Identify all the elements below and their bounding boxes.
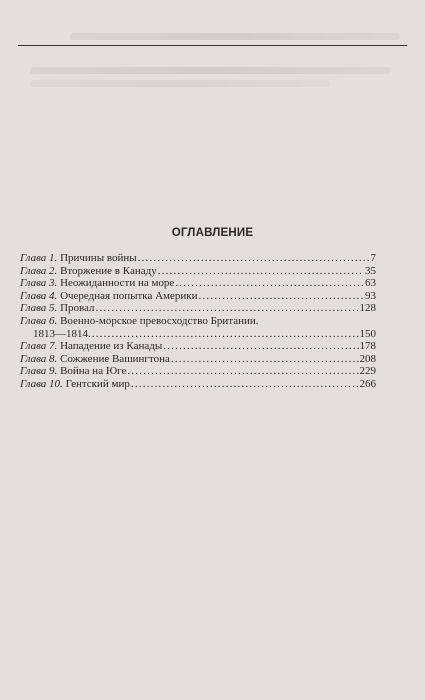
toc-entry-6[interactable] bbox=[20, 315, 376, 340]
chapter-title: Причины войны bbox=[60, 252, 137, 264]
leader-dots bbox=[199, 290, 364, 303]
toc-entry-10[interactable] bbox=[20, 378, 376, 391]
chapter-title: Вторжение в Канаду bbox=[60, 264, 157, 277]
toc-entry-5[interactable] bbox=[20, 302, 376, 315]
chapter-title-continued: 1813—1814. bbox=[33, 327, 91, 340]
chapter-label: Глава 8. bbox=[20, 352, 58, 365]
chapter-label: Глава 5. bbox=[20, 302, 58, 315]
leader-dots bbox=[127, 365, 358, 378]
chapter-title: Очередная попытка Америки bbox=[60, 289, 198, 302]
leader-dots bbox=[92, 328, 359, 341]
toc-entry-9[interactable] bbox=[20, 365, 376, 378]
chapter-title: Военно-морское превосходство Британии. bbox=[60, 314, 259, 327]
chapter-title: Провал bbox=[60, 302, 95, 315]
page-number: 128 bbox=[359, 302, 376, 315]
page-number: 150 bbox=[359, 327, 376, 340]
leader-dots bbox=[131, 378, 359, 391]
chapter-title: Война на Юге bbox=[60, 365, 127, 378]
chapter-title: Сожжение Вашингтона bbox=[60, 352, 170, 365]
toc-entry-7[interactable] bbox=[20, 340, 376, 353]
toc-entry-4[interactable] bbox=[20, 290, 376, 303]
bleed-through-text bbox=[70, 33, 400, 40]
leader-dots bbox=[175, 277, 364, 290]
leader-dots bbox=[138, 252, 370, 265]
page-number: 93 bbox=[365, 289, 376, 302]
chapter-label: Глава 7. bbox=[20, 340, 58, 353]
toc-entry-8[interactable] bbox=[20, 353, 376, 366]
header-rule bbox=[18, 45, 407, 46]
leader-dots bbox=[163, 340, 358, 353]
page-number: 7 bbox=[370, 252, 376, 264]
chapter-label: Глава 6. bbox=[20, 314, 58, 327]
toc-entry-1[interactable] bbox=[20, 252, 376, 265]
chapter-label: Глава 3. bbox=[20, 277, 58, 290]
page-number: 229 bbox=[359, 365, 376, 378]
page-number: 266 bbox=[359, 377, 376, 390]
chapter-label: Глава 2. bbox=[20, 264, 58, 277]
table-of-contents bbox=[20, 252, 376, 391]
chapter-title: Гентский мир bbox=[65, 377, 130, 390]
leader-dots bbox=[158, 265, 364, 278]
bleed-through-text bbox=[30, 67, 390, 74]
toc-heading: ОГЛАВЛЕНИЕ bbox=[171, 227, 254, 239]
chapter-title: Нападение из Канады bbox=[60, 340, 163, 353]
toc-entry-2[interactable] bbox=[20, 265, 376, 278]
page-number: 178 bbox=[359, 340, 376, 353]
chapter-label: Глава 9. bbox=[20, 365, 58, 378]
leader-dots bbox=[171, 353, 359, 366]
page-number: 35 bbox=[365, 264, 376, 277]
page-number: 63 bbox=[365, 277, 376, 290]
chapter-label: Глава 10. bbox=[20, 377, 63, 390]
chapter-title: Неожиданности на море bbox=[60, 277, 175, 290]
page-number: 208 bbox=[359, 352, 376, 365]
toc-entry-3[interactable] bbox=[20, 277, 376, 290]
bleed-through-text bbox=[30, 80, 330, 87]
chapter-label: Глава 4. bbox=[20, 289, 58, 302]
leader-dots bbox=[96, 302, 359, 315]
chapter-label: Глава 1. bbox=[20, 252, 58, 264]
